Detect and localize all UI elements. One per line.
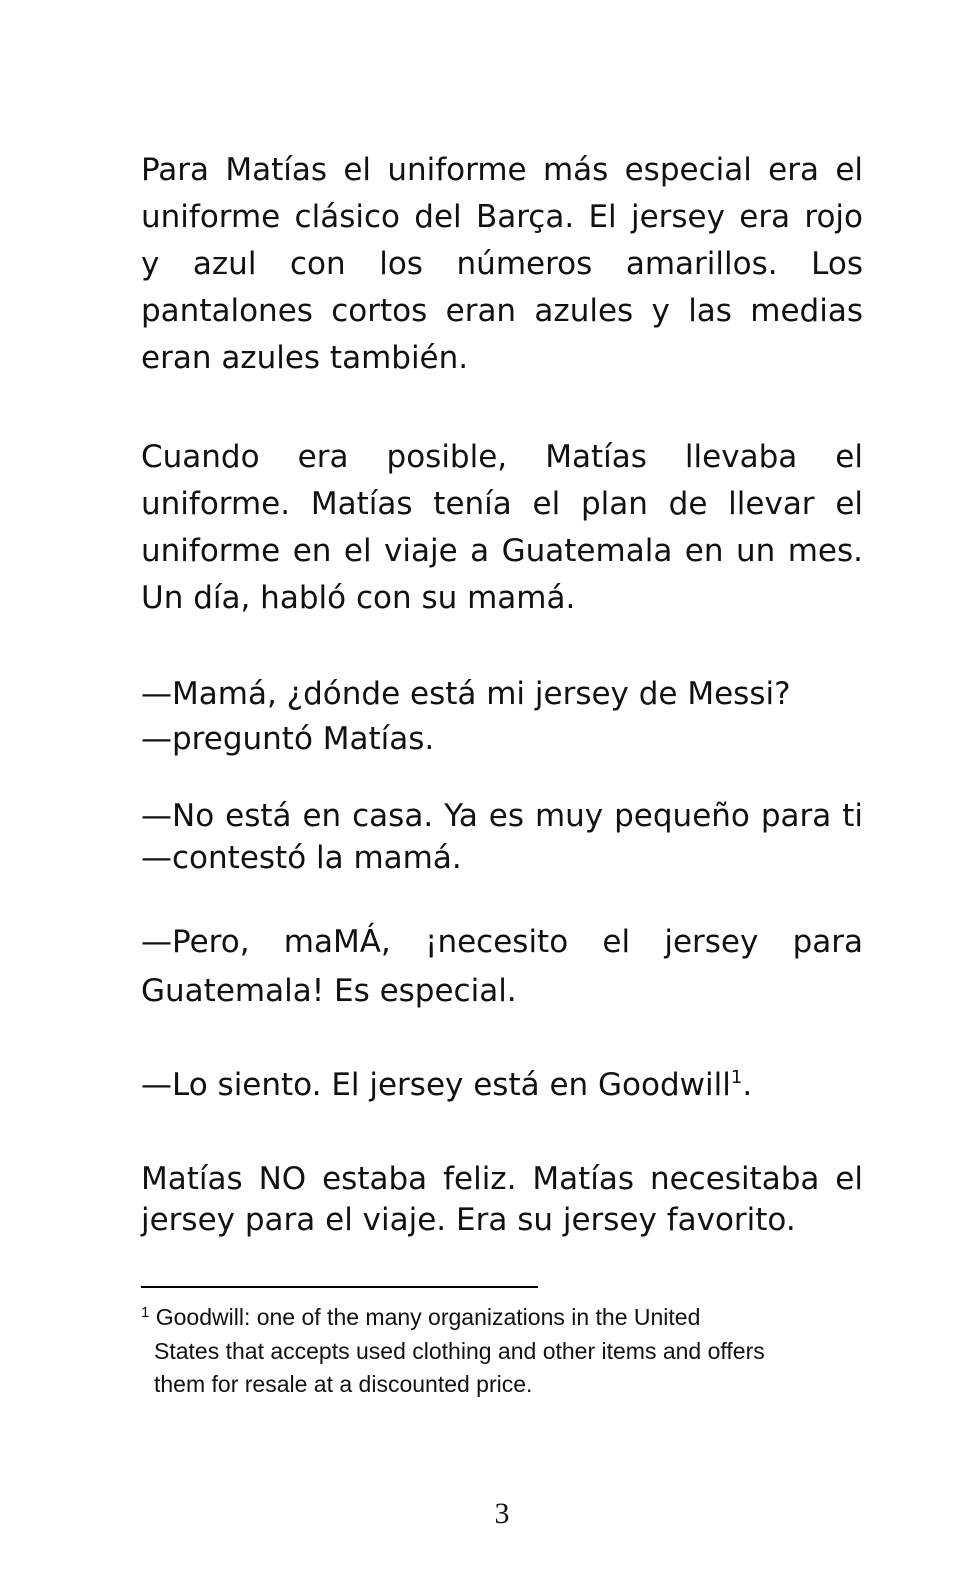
closing-paragraph bbox=[141, 1159, 863, 1241]
text-line: —preguntó Matías. bbox=[141, 721, 435, 757]
dialog-3 bbox=[141, 918, 863, 1016]
footnote-reference[interactable]: 1 bbox=[730, 1067, 743, 1088]
text-line: Guatemala! Es especial. bbox=[141, 973, 517, 1009]
footnote-line: them for resale at a discounted price. bbox=[154, 1371, 533, 1397]
page-number: 3 bbox=[494, 1497, 510, 1530]
text-line: jersey para el viaje. Era su jersey favorito. bbox=[141, 1202, 796, 1238]
text-line: pantalones cortos eran azules y las medias bbox=[141, 293, 863, 329]
dialog-4 bbox=[141, 1062, 863, 1109]
text-line: y azul con los números amarillos. Los bbox=[141, 246, 863, 282]
text-line: Cuando era posible, Matías llevaba el bbox=[141, 439, 863, 475]
text-line: Matías NO estaba feliz. Matías necesitaba el bbox=[141, 1161, 863, 1197]
text-line: uniforme. Matías tenía el plan de llevar el bbox=[141, 486, 863, 522]
footnote-line: States that accepts used clothing and other items and offers bbox=[154, 1337, 765, 1364]
paragraph-2 bbox=[141, 434, 863, 622]
paragraph-1 bbox=[141, 147, 863, 382]
footnote-divider bbox=[141, 1286, 538, 1288]
footnote-line bbox=[141, 1301, 765, 1335]
dialog-2 bbox=[141, 795, 863, 879]
text-line: —No está en casa. Ya es muy pequeño para ti bbox=[141, 798, 863, 834]
text-line: Un día, habló con su mamá. bbox=[141, 580, 576, 616]
text-line: eran azules también. bbox=[141, 340, 469, 376]
text-line: —Pero, maMÁ, ¡necesito el jersey para bbox=[141, 924, 863, 960]
text-line: Para Matías el uniforme más especial era el bbox=[141, 152, 863, 188]
text-line: uniforme en el viaje a Guatemala en un mes. bbox=[141, 533, 863, 569]
dialog-end: . bbox=[742, 1067, 753, 1103]
text-line bbox=[141, 1062, 863, 1109]
dialog-1 bbox=[141, 672, 863, 762]
text-line: uniforme clásico del Barça. El jersey era rojo bbox=[141, 199, 863, 235]
text-line: —contestó la mamá. bbox=[141, 840, 462, 876]
footnote bbox=[141, 1301, 765, 1402]
text-line: —Mamá, ¿dónde está mi jersey de Messi? bbox=[141, 676, 791, 712]
footnote-text: Goodwill: one of the many organizations in the United bbox=[155, 1304, 701, 1330]
footnote-marker: 1 bbox=[141, 1304, 150, 1321]
dialog-text: —Lo siento. El jersey está en Goodwill bbox=[141, 1067, 731, 1103]
